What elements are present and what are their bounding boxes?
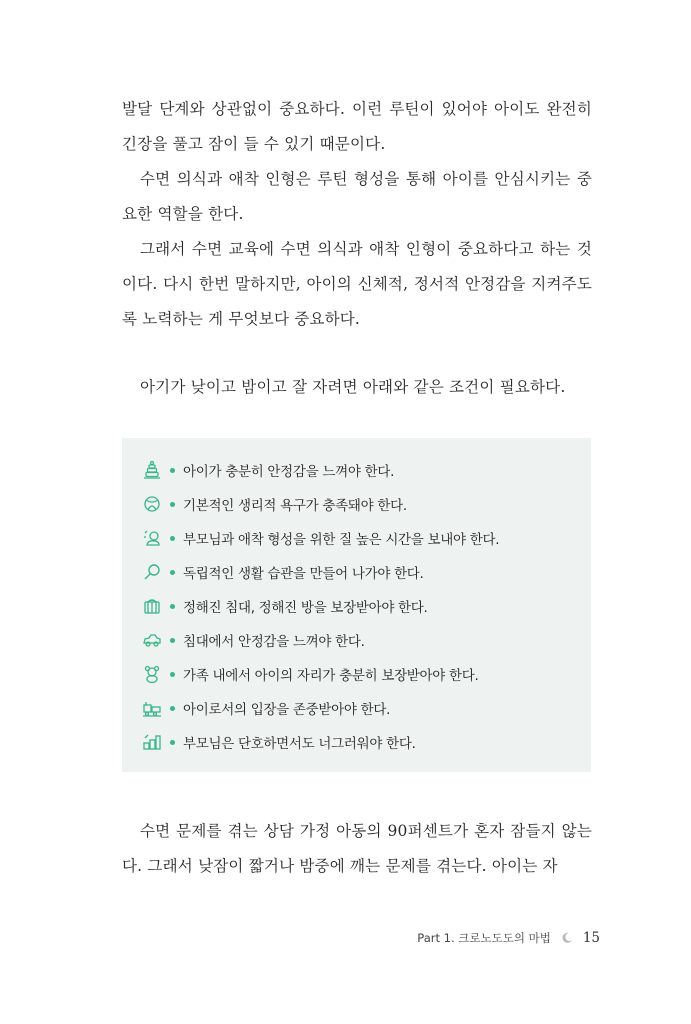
bullet (170, 706, 175, 711)
condition-text: 가족 내에서 아이의 자리가 충분히 보장받아야 한다. (183, 668, 479, 684)
bullet (170, 638, 175, 643)
paragraph-4: 아기가 낮이고 밤이고 잘 자려면 아래와 같은 조건이 필요하다. (140, 378, 566, 396)
condition-text: 부모님과 애착 형성을 위한 질 높은 시간을 보내야 한다. (183, 532, 500, 548)
page-footer (400, 928, 600, 948)
condition-item-4 (142, 559, 424, 585)
condition-text: 기본적인 생리적 욕구가 충족돼야 한다. (183, 498, 407, 514)
page-number: 15 (582, 930, 600, 946)
condition-text: 아이가 충분히 안정감을 느껴야 한다. (183, 464, 395, 480)
paragraph-2: 수면 의식과 애착 인형은 루틴 형성을 통해 아이를 안심시키는 중요한 역할을 한다. (122, 170, 592, 223)
condition-text: 정해진 침대, 정해진 방을 보장받아야 한다. (183, 600, 428, 616)
condition-item-8 (142, 695, 390, 721)
crib-icon (142, 596, 162, 616)
condition-item-7 (142, 661, 479, 687)
toy-car-icon (142, 630, 162, 650)
condition-item-3 (142, 525, 499, 551)
condition-item-5 (142, 593, 428, 619)
building-blocks-icon (142, 732, 162, 752)
magnifier-icon (142, 562, 162, 582)
condition-text: 침대에서 안정감을 느껴야 한다. (183, 634, 365, 650)
paragraph-1: 발달 단계와 상관없이 중요하다. 이런 루틴이 있어야 아이도 완전히 긴장을 풀고 잠이 들 수 있기 때문이다. (122, 100, 592, 153)
condition-item-6 (142, 627, 365, 653)
paragraph-3: 그래서 수면 교육에 수면 의식과 애착 인형이 중요하다고 하는 것이다. 다시 한번 말하지만, 아이의 신체적, 정서적 안정감을 지켜주도록 노력하는 게 무엇보다 중요하다. (122, 240, 592, 328)
baby-icon (142, 528, 162, 548)
bullet (170, 502, 175, 507)
condition-text: 부모님은 단호하면서도 너그러워야 한다. (183, 736, 416, 752)
bullet (170, 740, 175, 745)
moon-icon (561, 932, 573, 944)
toy-train-icon (142, 698, 162, 718)
bullet (170, 570, 175, 575)
teddy-bear-icon (142, 664, 162, 684)
condition-item-2 (142, 491, 407, 517)
bullet (170, 468, 175, 473)
bullet (170, 536, 175, 541)
conditions-box (122, 438, 591, 772)
condition-text: 아이로서의 입장을 존중받아야 한다. (183, 702, 391, 718)
condition-item-9 (142, 729, 416, 755)
condition-text: 독립적인 생활 습관을 만들어 나가야 한다. (183, 566, 424, 582)
ball-icon (142, 494, 162, 514)
bullet (170, 604, 175, 609)
bullet (170, 672, 175, 677)
stacking-rings-icon (142, 460, 162, 480)
condition-item-1 (142, 457, 394, 483)
chapter-title: Part 1. 크로노도도의 마법 (417, 931, 551, 945)
paragraph-5: 수면 문제를 겪는 상담 가정 아동의 90퍼센트가 혼자 잠들지 않는다. 그래서 낮잠이 짧거나 밤중에 깨는 문제를 겪는다. 아이는 자 (122, 822, 592, 875)
